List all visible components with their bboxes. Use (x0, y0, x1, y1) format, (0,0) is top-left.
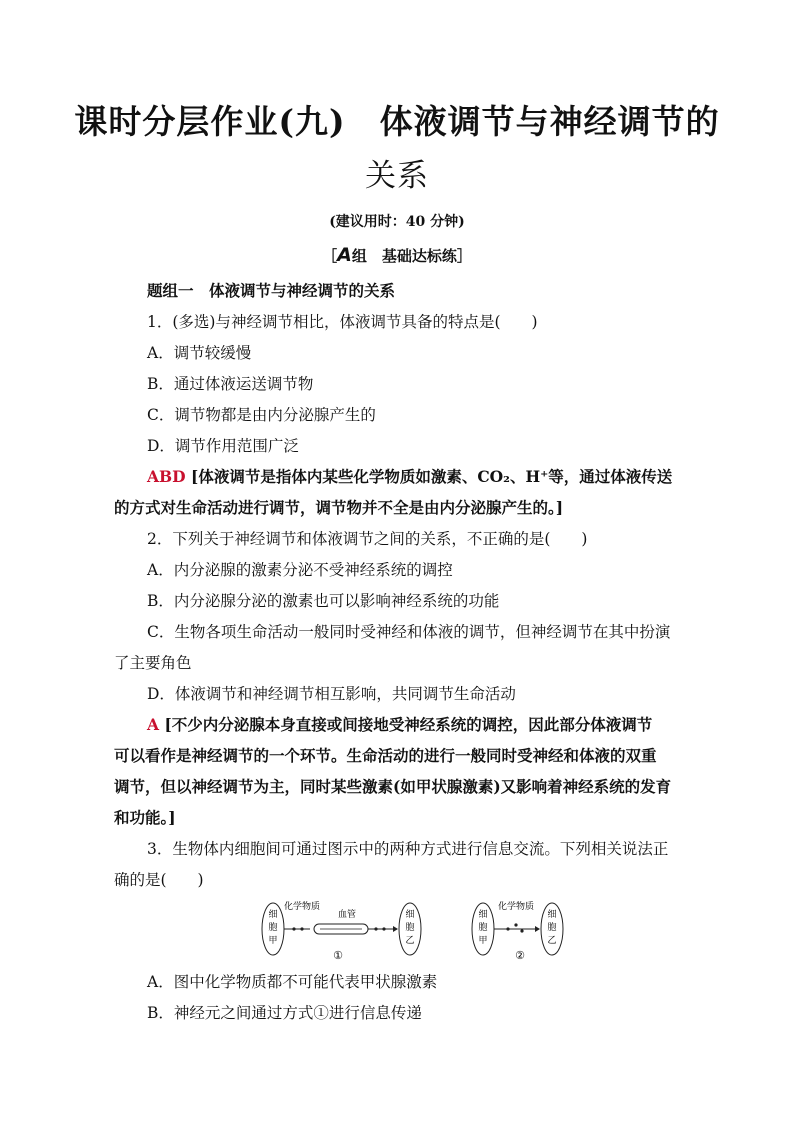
diagram-mode-2 (472, 900, 563, 962)
cell-a-label-3: 甲 (268, 936, 278, 946)
q2-stem: 2．下列关于神经调节和体液调节之间的关系，不正确的是( ) (147, 530, 588, 548)
q1-option-c: C．调节物都是由内分泌腺产生的 (147, 406, 376, 424)
chem-label-2: 化学物质 (498, 902, 535, 912)
group-letter: A (337, 244, 352, 266)
molecule-dot (520, 929, 523, 932)
diagram-mode-1 (262, 900, 421, 962)
page-title: 课时分层作业(九) 体液调节与神经调节的 (74, 102, 720, 141)
q2-option-a: A．内分泌腺的激素分泌不受神经系统的调控 (147, 561, 453, 579)
q1-option-d: D．调节作用范围广泛 (147, 437, 299, 455)
molecule-dot (506, 927, 509, 930)
mode-2-label: ② (515, 949, 525, 962)
q2-answer: A (147, 715, 160, 734)
arrow-head (535, 926, 540, 932)
arrow-head (393, 926, 398, 932)
cell-a-label-2: 胞 (268, 923, 278, 933)
cell-signaling-diagram (258, 895, 578, 965)
q1-option-a: A．调节较缓慢 (147, 344, 252, 362)
cell-a-label-1: 细 (478, 910, 488, 920)
q2-option-b: B．内分泌腺分泌的激素也可以影响神经系统的功能 (147, 592, 500, 610)
q1-explanation-line2: 的方式对生命活动进行调节，调节物并不全是由内分泌腺产生的。] (114, 498, 564, 517)
topic-heading: 题组一 体液调节与神经调节的关系 (147, 281, 396, 300)
cell-a-label-3: 甲 (478, 936, 488, 946)
suggested-time: (建议用时：40 分钟) (329, 214, 465, 230)
q2-option-d: D．体液调节和神经调节相互影响，共同调节生命活动 (147, 685, 516, 703)
q2-explanation-line4: 和功能。] (114, 808, 176, 827)
q3-option-b: B．神经元之间通过方式①进行信息传递 (147, 1004, 422, 1022)
molecule-dot (514, 923, 517, 926)
q2-option-c-continued: 了主要角色 (114, 654, 192, 672)
q1-explanation-line1: [体液调节是指体内某些化学物质如激素、CO₂、H⁺等，通过体液传送 (190, 467, 673, 486)
cell-b-label-1: 细 (405, 910, 415, 920)
molecule-dot (292, 927, 295, 930)
q3-stem-continued: 确的是( ) (114, 871, 204, 889)
group-label: 组 基础达标练 (351, 247, 457, 265)
q2-explanation-line2: 可以看作是神经调节的一个环节。生命活动的进行一般同时受神经和体液的双重 (114, 746, 657, 765)
cell-b-label-1: 细 (547, 910, 557, 920)
q1-answer: ABD (147, 467, 186, 486)
q3-stem: 3．生物体内细胞间可通过图示中的两种方式进行信息交流。下列相关说法正 (147, 840, 669, 858)
chem-label-1: 化学物质 (284, 902, 321, 912)
q2-explanation-line3: 调节，但以神经调节为主，同时某些激素(如甲状腺激素)又影响着神经系统的发育 (114, 777, 672, 796)
group-bracket-open: ［ (322, 247, 338, 265)
vessel-label: 血管 (338, 910, 357, 920)
molecule-dot (374, 927, 377, 930)
cell-a-label-1: 细 (268, 910, 278, 920)
group-heading (0, 244, 794, 266)
cell-b-label-3: 乙 (547, 936, 557, 946)
q2-explanation (147, 715, 652, 735)
cell-b-label-3: 乙 (405, 936, 415, 946)
q1-stem: 1．(多选)与神经调节相比，体液调节具备的特点是( ) (147, 313, 538, 331)
molecule-dot (382, 927, 385, 930)
q1-explanation (147, 467, 672, 487)
cell-b-label-2: 胞 (405, 923, 415, 933)
cell-b-label-2: 胞 (547, 923, 557, 933)
cell-a-label-2: 胞 (478, 923, 488, 933)
group-bracket-close: ］ (456, 247, 472, 265)
q3-option-a: A．图中化学物质都不可能代表甲状腺激素 (147, 973, 438, 991)
q1-option-b: B．通过体液运送调节物 (147, 375, 314, 393)
mode-1-label: ① (333, 949, 343, 962)
molecule-dot (300, 927, 303, 930)
page-title-continued: 关系 (365, 158, 429, 194)
q2-explanation-line1: [不少内分泌腺本身直接或间接地受神经系统的调控，因此部分体液调节 (164, 715, 653, 734)
q2-option-c: C．生物各项生命活动一般同时受神经和体液的调节，但神经调节在其中扮演 (147, 623, 671, 641)
